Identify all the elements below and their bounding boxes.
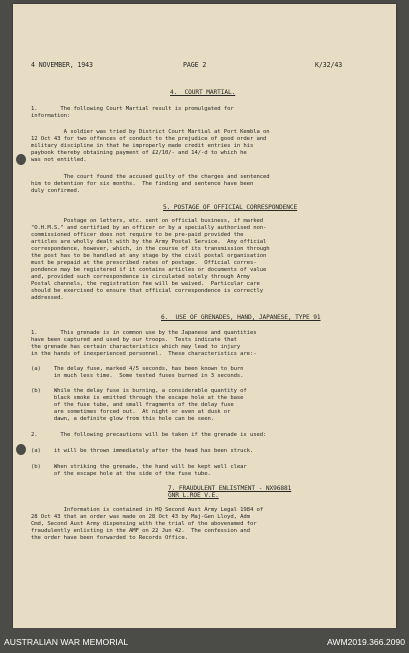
section-5-title: 5. POSTAGE OF OFFICIAL CORRESPONDENCE: [163, 204, 298, 211]
section-7-title: 7. FRAUDULENT ENLISTMENT - NX96881: [168, 485, 292, 492]
header-page: PAGE 2: [183, 61, 207, 69]
section-6-title: 6. USE OF GRENADES, HAND, JAPANESE, TYPE 91: [161, 314, 321, 321]
header-date: 4 NOVEMBER, 1943: [31, 61, 93, 69]
section-6-precaution-a: (a) it will be thrown immediately after the head has been struck.: [31, 448, 254, 454]
section-4-line-1: 1. The following Court Martial result is promulgated for: [31, 106, 234, 112]
punch-hole: [16, 154, 26, 165]
section-7-subtitle: GNR L.ROE V.E.: [168, 492, 219, 499]
section-4-line-2: information:: [31, 113, 71, 119]
document-page: 4 NOVEMBER, 1943 PAGE 2 K/32/43 4. COURT MARTIAL. 1. The following Court Martial result is promulgated for information: A soldier was tried by District Court Martial at Port Kembla on 12 Oct 43 for two offences of conduct to the prejudice of good order and military discipline in that he improperly made credit entries in his paybook thereby obtaining payment of £2/10/- and 14/-d to which he was not entitled. The court found the accused guilty of the charges and sentenced him to detention for six months. The finding and sentence have been duly confirmed. 5. POSTAGE OF OFFICIAL CORRESPONDENCE Postage on letters, etc. sent on official business, if marked "O.H.M.S." and certified by an officer or by a specially authorised non- commissioned officer does not require to be pre-paid provided the articles are wholly dealt with by the Army Postal Service. Any official correspondence, however, which, in the course of its transmission through the post has to be handled at any stage by the civil postal organisation must be prepaid at the prescribed rates of postage. Official corres- pondence may be registered if it contains articles or documents of value and, provided such correspondence is circulated solely through Army Postal channels, the registration fee will be waived. Particular care should be exercised to ensure that official correspondence is correctly addressed. 6. USE OF GRENADES, HAND, JAPANESE, TYPE 91 1. This grenade is in common use by the Japanese and quantities have been captured and used by our troops. Tests indicate that the grenade has certain characteristics which may lead to injury in the hands of inexperienced personnel. These characteristics are:- (a) The delay fuse, marked 4/5 seconds, has been known to burn in much less time. Some tested fuses burned in 3 seconds. (b) While the delay fuse is burning, a considerable quantity of black smoke is emitted through the escape hole at the base of the fuse tube, and small fragments of the delay fuse are sometimes forced out. At night or even at dusk or dawn, a definite glow from this hole can be seen. 2. The following precautions will be taken if the grenade is used: (a) it will be thrown immediately after the head has been struck. (b) When striking the grenade, the hand will be kept well clear of the escape hole at the side of the fuse tube. 7. FRAUDULENT ENLISTMENT - NX96881 GNR L.ROE V.E. Information is contained in HQ Second Aust Army Legal 1984 of 28 Oct 43 that an order was made on 28 Oct 43 by Maj-Gen Lloyd, Adm Cmd, Second Aust Army dispensing with the trial of the abovenamed for fraudulently enlisting in the AMF on 22 Jun 42. The confession and the order have been forwarded to Records Office.: [13, 4, 396, 628]
section-6-line-2: 2. The following precautions will be taken if the grenade is used:: [31, 432, 267, 438]
section-4-title: 4. COURT MARTIAL.: [170, 89, 236, 96]
header-ref: K/32/43: [315, 61, 343, 69]
footer-source: AUSTRALIAN WAR MEMORIAL: [4, 637, 129, 647]
punch-hole: [16, 444, 26, 455]
footer-accession-number: AWM2019.366.2090: [326, 637, 405, 647]
footer-bar: [0, 628, 409, 653]
